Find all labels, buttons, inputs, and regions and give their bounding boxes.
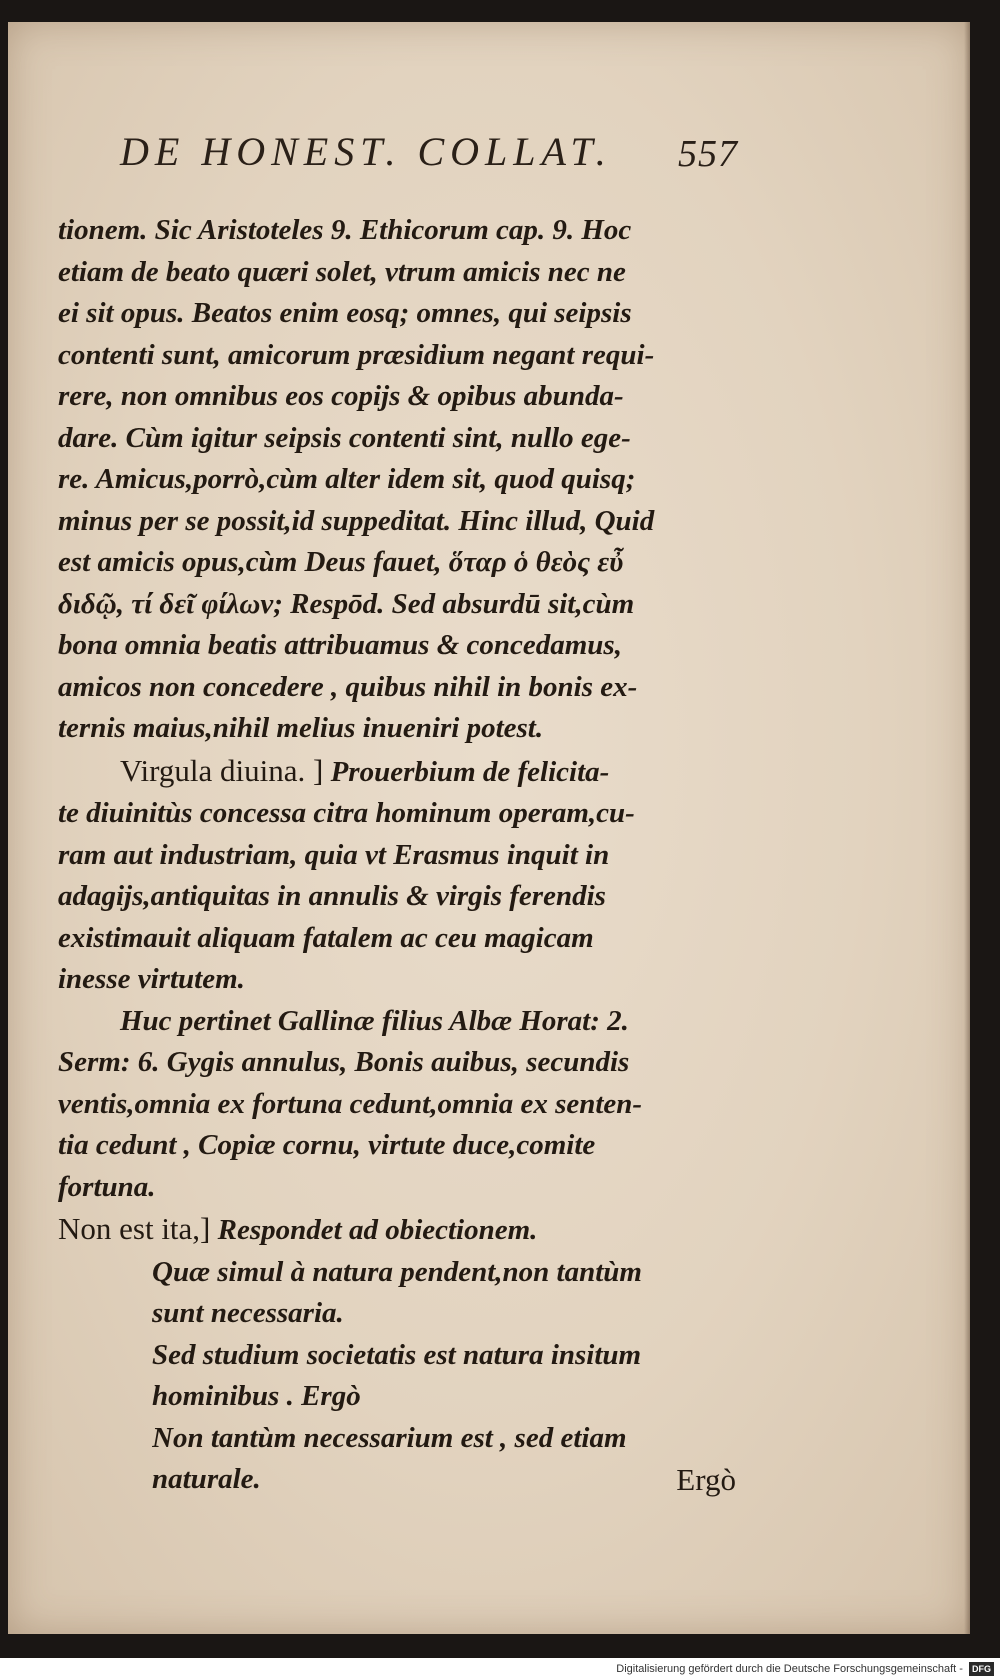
catchword: Ergò <box>676 1462 736 1497</box>
text-line: hominibus . Ergò <box>152 1380 361 1412</box>
text-line: sunt necessaria. <box>152 1297 344 1329</box>
paragraph-1 <box>58 210 748 750</box>
text-line: dare. Cùm igitur seipsis contenti sint, nullo ege- <box>58 421 631 454</box>
syllogism-conclusion: naturale. <box>152 1463 261 1495</box>
paragraph-3 <box>58 1001 748 1209</box>
running-title: DE HONEST. COLLAT. <box>120 129 612 174</box>
paragraph-4 <box>58 1208 748 1252</box>
body-text <box>58 210 748 1501</box>
digitization-credit <box>0 1658 1000 1680</box>
page-number: 557 <box>678 133 738 175</box>
text-line <box>152 1459 748 1501</box>
text-line: ram aut industriam, quia vt Erasmus inquit in <box>58 838 610 871</box>
text-line: fortuna. <box>58 1170 156 1203</box>
lemma: Non est ita,] <box>58 1211 211 1246</box>
text-line: re. Amicus,porrò,cùm alter idem sit, quod quisq; <box>58 463 636 495</box>
text-line: inesse virtutem. <box>58 963 245 995</box>
text-line <box>58 1208 748 1252</box>
text-line: etiam de beato quæri solet, vtrum amicis nec ne <box>58 255 626 288</box>
text-line: te diuinitùs concessa citra hominum operam,cu- <box>58 797 635 829</box>
text-line: Quæ simul à natura pendent,non tantùm <box>152 1255 642 1288</box>
text-line: rere, non omnibus eos copijs & opibus abunda- <box>58 380 624 412</box>
text-line <box>58 750 748 794</box>
text-line: amicos non concedere , quibus nihil in bonis ex- <box>58 670 638 703</box>
text-line: est amicis opus,cùm Deus fauet, ὅταρ ὁ θεὸς εὖ <box>58 546 624 578</box>
text-line: ei sit opus. Beatos enim eosq; omnes, qui seipsis <box>58 297 632 329</box>
lemma: Virgula diuina. ] <box>120 752 324 788</box>
text-line: contenti sunt, amicorum præsidium negant requi- <box>58 338 655 371</box>
text-line: bona omnia beatis attribuamus & concedamus, <box>58 629 622 661</box>
text-line: minus per se possit,id suppeditat. Hinc illud, Quid <box>58 504 655 537</box>
text-line: διδῷ, τί δεῖ φίλων; Respōd. Sed absurdū sit,cùm <box>58 587 635 620</box>
text-line: Sed studium societatis est natura insitum <box>152 1338 642 1371</box>
text-line: existimauit aliquam fatalem ac ceu magicam <box>58 921 594 954</box>
lemma-commentary: Respondet ad obiectionem. <box>210 1214 538 1246</box>
text-line: ternis maius,nihil melius inueniri potest. <box>58 712 544 744</box>
text-line: tionem. Sic Aristoteles 9. Ethicorum cap. 9. Hoc <box>58 214 632 246</box>
paragraph-2 <box>58 750 748 1001</box>
lemma-commentary: Prouerbium de felicita- <box>323 755 610 788</box>
dfg-logo: DFG <box>969 1662 994 1676</box>
text-line: tia cedunt , Copiæ cornu, virtute duce,comite <box>58 1129 596 1161</box>
text-line: adagijs,antiquitas in annulis & virgis ferendis <box>58 880 606 912</box>
book-page <box>8 22 970 1634</box>
text-line: Non tantùm necessarium est , sed etiam <box>152 1421 627 1454</box>
text-line: Serm: 6. Gygis annulus, Bonis auibus, secundis <box>58 1046 630 1078</box>
text-line: ventis,omnia ex fortuna cedunt,omnia ex senten- <box>58 1087 643 1120</box>
text-line: Huc pertinet Gallinæ filius Albæ Horat: 2. <box>120 1004 629 1037</box>
syllogism <box>58 1252 748 1501</box>
credit-text: Digitalisierung gefördert durch die Deutsche Forschungsgemeinschaft - <box>616 1663 963 1675</box>
